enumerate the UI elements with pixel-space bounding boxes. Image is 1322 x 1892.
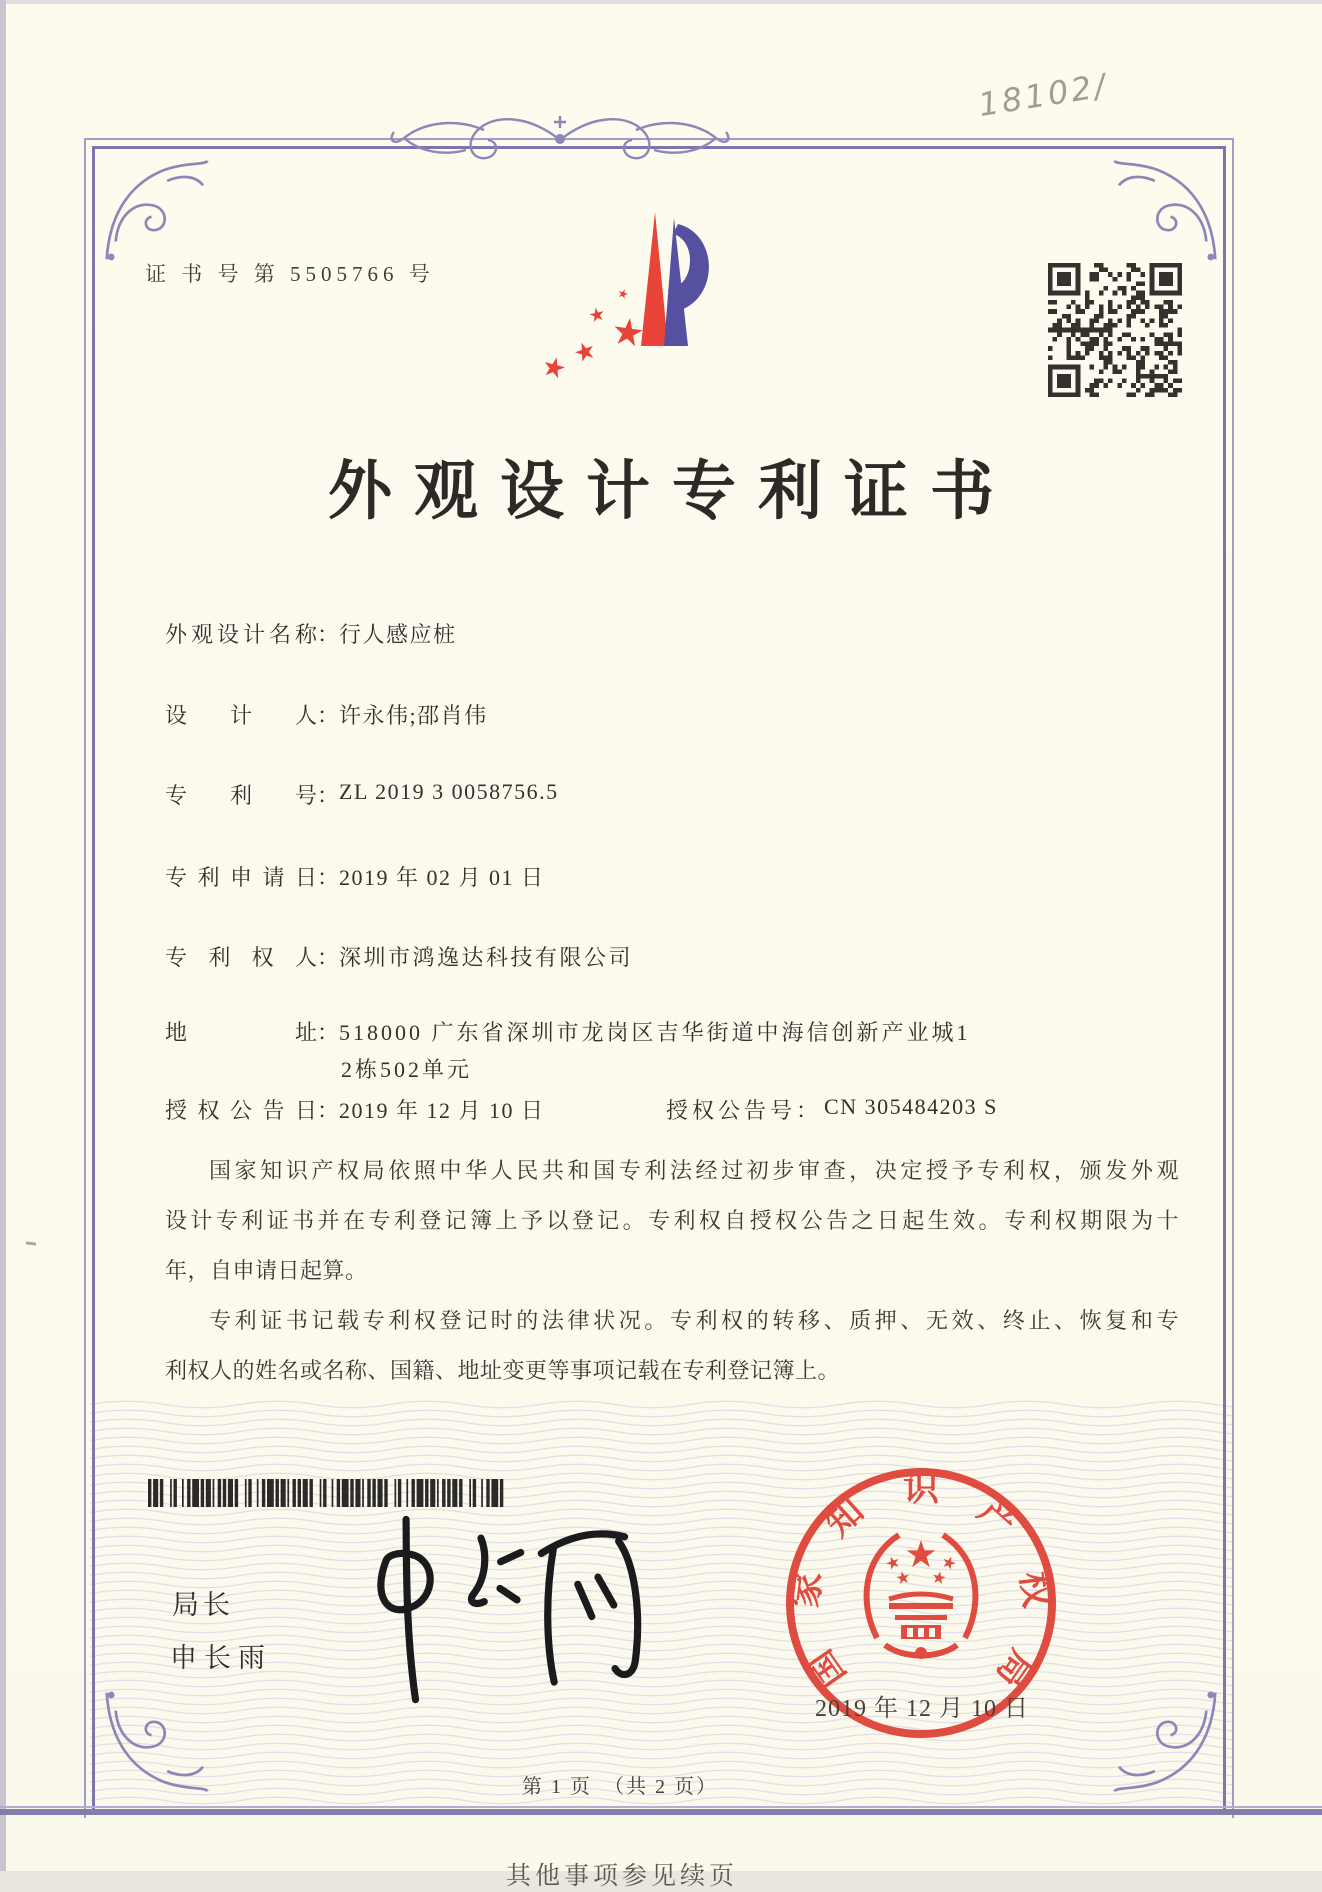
field-value: 2019 年 02 月 01 日	[339, 865, 545, 890]
director-signature-image	[357, 1495, 657, 1715]
field-designer	[165, 699, 488, 730]
field-value: 2019 年 12 月 10 日	[339, 1098, 545, 1123]
field-label: 专利权人	[165, 945, 317, 970]
body-line: 年，自申请日起算。	[165, 1258, 368, 1283]
field-value: 许永伟;邵肖伟	[339, 703, 488, 728]
corner-ornament-bottom-right	[1110, 1686, 1222, 1798]
seal-char: 局	[988, 1642, 1042, 1696]
seal-char: 国	[800, 1642, 854, 1696]
director-title: 局长	[172, 1590, 234, 1620]
field-patentee	[165, 941, 633, 972]
field-label: 设计人	[165, 703, 317, 728]
field-colon: ：	[317, 622, 340, 647]
field-address-line2	[341, 1053, 472, 1084]
field-label: 专利申请日	[165, 865, 317, 890]
handwritten-number: 18102/	[975, 66, 1111, 124]
national-emblem	[867, 1535, 976, 1659]
field-colon: ：	[317, 783, 340, 808]
field-address	[165, 1016, 971, 1047]
top-center-ornament	[380, 108, 740, 172]
body-text	[165, 1146, 1179, 1396]
field-value: 行人感应桩	[339, 622, 457, 647]
field-colon: ：	[317, 703, 340, 728]
field-label: 专利号	[165, 783, 317, 808]
seal-char: 权	[1013, 1569, 1058, 1610]
body-line: 设计专利证书并在专利登记簿上予以登记。专利权自授权公告之日起生效。专利权期限为十	[165, 1208, 1179, 1233]
seal-char: 产	[970, 1490, 1025, 1545]
director-name: 申长雨	[170, 1643, 272, 1673]
certificate-number: 证 书 号 第 5505766 号	[145, 262, 435, 286]
scan-speck	[26, 1241, 36, 1245]
frame-bottom-line-dark	[0, 1809, 1322, 1815]
field-colon: ：	[796, 1098, 819, 1123]
body-line: 国家知识产权局依照中华人民共和国专利法经过初步审查，决定授予专利权，颁发外观	[209, 1158, 1179, 1183]
field-value: ZL 2019 3 0058756.5	[339, 779, 559, 804]
scan-edge-top	[0, 0, 1322, 4]
field-grant-no	[666, 1094, 998, 1125]
field-patent-no	[165, 779, 559, 810]
seal-char: 知	[817, 1490, 872, 1545]
field-colon: ：	[317, 1098, 340, 1123]
bottom-partial-text: 其他事项参见续页	[506, 1863, 739, 1890]
field-label: 地址	[165, 1020, 317, 1045]
field-filing-date	[165, 861, 545, 892]
field-label: 授权公告日	[165, 1098, 317, 1123]
field-value-line2: 2栋502单元	[341, 1057, 473, 1082]
field-value: CN 305484203 S	[824, 1094, 998, 1119]
frame-bottom-line-light	[0, 1806, 1322, 1808]
corner-ornament-top-right	[1110, 154, 1222, 266]
body-line: 专利证书记载专利权登记时的法律状况。专利权的转移、质押、无效、终止、恢复和专	[209, 1308, 1179, 1333]
seal-char: 家	[784, 1569, 829, 1610]
seal-char: 识	[902, 1468, 940, 1508]
field-value-line1: 518000 广东省深圳市龙岗区吉华街道中海信创新产业城1	[339, 1020, 971, 1045]
logo-stars	[542, 288, 645, 379]
qr-code	[1048, 263, 1182, 402]
cnipa-logo	[478, 196, 710, 382]
logo-p-mark	[641, 212, 709, 346]
corner-ornament-bottom-left	[100, 1686, 212, 1798]
page-footer: 第 1 页 （共 2 页）	[522, 1776, 718, 1798]
field-label: 外观设计名称	[165, 622, 317, 647]
field-colon: ：	[317, 865, 340, 890]
seal-date: 2019 年 12 月 10 日	[815, 1696, 1029, 1722]
field-colon: ：	[317, 1020, 340, 1045]
scan-edge-left	[0, 0, 6, 1871]
field-grant-row	[165, 1094, 1245, 1125]
page-title: 外观设计专利证书	[328, 456, 1016, 527]
field-label: 授权公告号	[666, 1098, 797, 1123]
body-line: 利权人的姓名或名称、国籍、地址变更等事项记载在专利登记簿上。	[165, 1358, 841, 1383]
field-colon: ：	[317, 945, 340, 970]
field-design-name	[165, 618, 457, 649]
field-value: 深圳市鸿逸达科技有限公司	[339, 945, 634, 970]
corner-ornament-top-left	[100, 154, 212, 266]
